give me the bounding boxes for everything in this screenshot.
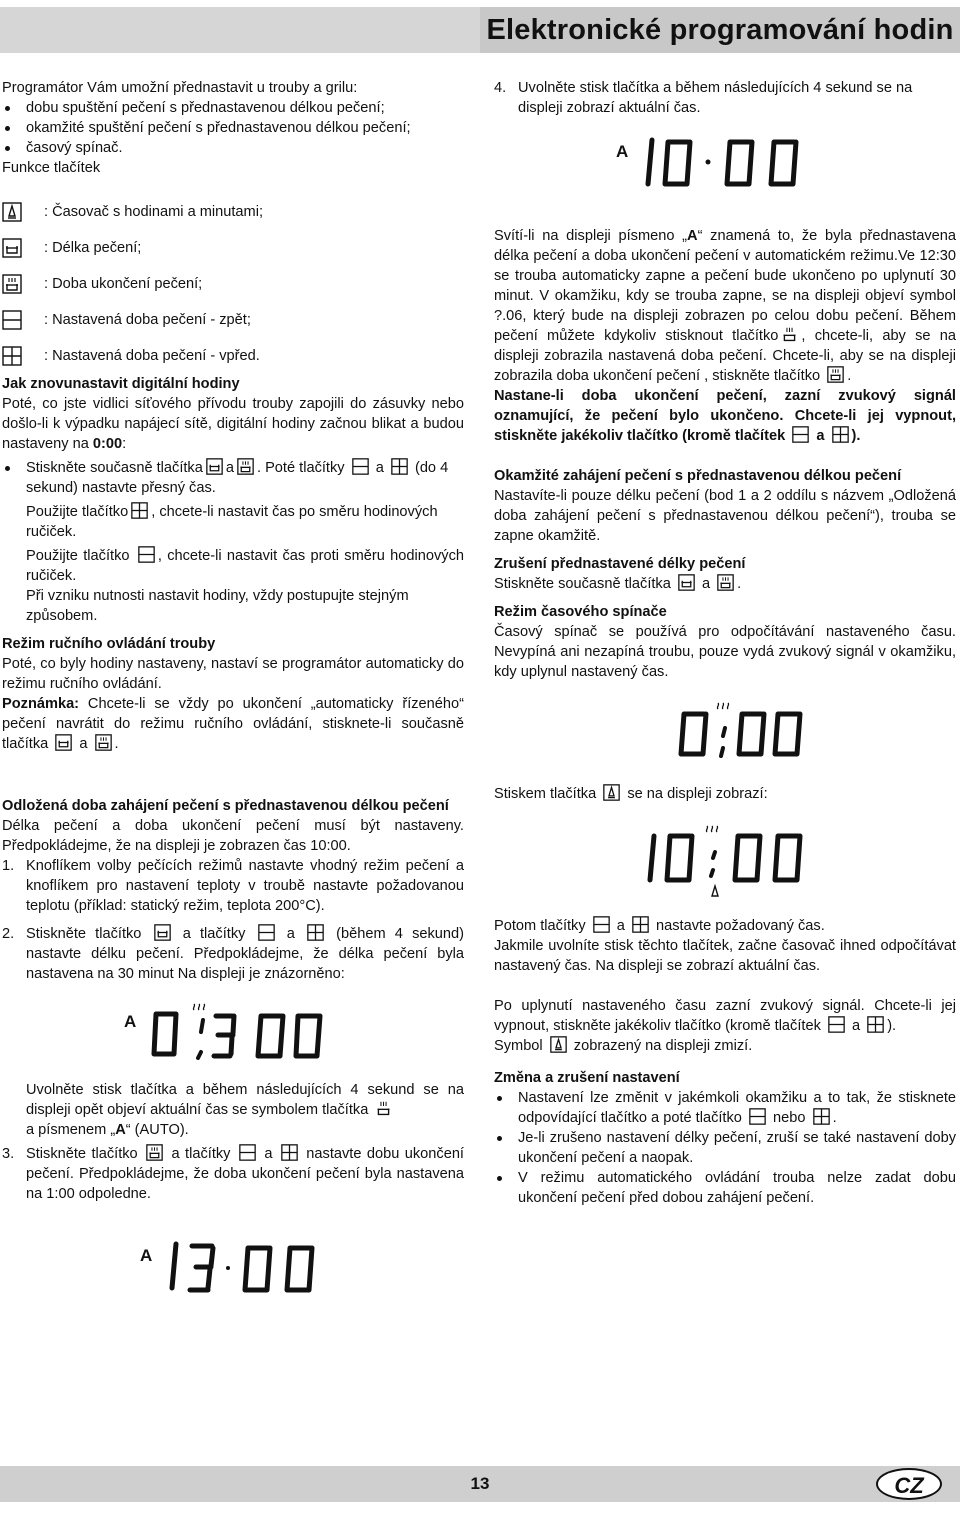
plus-icon — [832, 426, 849, 443]
instant-heading: Okamžité zahájení pečení s přednastavenou délkou pečení — [494, 468, 902, 484]
cancel-heading: Zrušení přednastavené délky pečení — [494, 556, 746, 572]
symbol-a: Symbol — [494, 1038, 543, 1054]
display-10-00-timer — [494, 824, 956, 900]
pot-steam-icon — [781, 326, 798, 343]
manual-text: Poté, co byly hodiny nastaveny, nastaví se programátor automaticky do režimu ručního ovládání. — [2, 656, 464, 692]
right-column — [494, 78, 956, 1208]
reset-item-text: Stiskněte současně tlačítka — [26, 460, 203, 476]
after-a: Po uplynutí nastaveného času zazní zvukový signál. Chcete-li jej vypnout, stiskněte jakékoliv tlačítko (kromě tlačítek — [494, 998, 956, 1034]
display-10-00-auto — [494, 130, 956, 190]
pot-icon — [55, 734, 72, 751]
display-13-00 — [2, 1234, 464, 1294]
minus-usage — [2, 546, 464, 586]
pot-steam-icon — [146, 1144, 163, 1161]
display-0-00 — [494, 700, 956, 760]
display-auto-letter: A — [140, 1246, 153, 1265]
display-digits — [642, 824, 812, 900]
display-auto-letter: A — [124, 1012, 137, 1031]
plus-icon — [632, 916, 649, 933]
list-item: okamžité spuštění pečení s přednastavenou délkou pečení; — [2, 118, 464, 138]
step-4 — [494, 78, 956, 118]
pot-icon — [206, 458, 223, 475]
auto-c: “ znamená to, že byla přednastavena délka pečení a doba ukončení pečení v automatickém režimu.Ve 12:30 se trouba automaticky zapne a pečení bude ukončeno po uplynutí 30 minut. V okamžiku, kdy se trouba zapne, se na displeji objeví symbol ?.06, který bude na displeji zobrazen po celou dobu pečení. Během pečení můžete kdykoliv stisknout tlačítko — [494, 228, 956, 344]
reset-value: 0:00 — [92, 436, 123, 452]
step-1-text: Knoflíkem volby pečících režimů nastavte vhodný režim pečení a knoflíkem pro nastavení teploty v troubě nastavte požadovanou teplotu (příklad: statický režim, teplota 200°C). — [26, 858, 464, 914]
left-column — [2, 78, 464, 1294]
reset-item-and: a — [375, 460, 384, 476]
release-1-letter: A — [115, 1122, 126, 1138]
plus-icon — [813, 1108, 830, 1125]
pot-steam-icon — [237, 458, 254, 475]
delayed-heading: Odložená doba zahájení pečení s přednastavenou délkou pečení — [2, 798, 449, 814]
key-row-pot-steam — [2, 266, 464, 302]
key-row-minus — [2, 302, 464, 338]
intro-text: Programátor Vám umožní přednastavit u trouby a grilu: — [2, 80, 358, 96]
key-row-pot — [2, 230, 464, 266]
list-item — [494, 1088, 956, 1128]
language-badge: CZ — [876, 1468, 942, 1500]
pot-steam-icon — [95, 734, 112, 751]
reset-item-text: . Poté tlačítky — [256, 460, 345, 476]
key-label: : Nastavená doba pečení - zpět; — [44, 312, 251, 328]
release-1 — [2, 1080, 464, 1140]
step-2 — [2, 924, 464, 984]
then-c: nastavte požadovaný čas. — [656, 918, 825, 934]
pot-steam-icon — [827, 366, 844, 383]
plus-icon — [867, 1016, 884, 1033]
end-bold: Nastane-li doba ukončení pečení, zazní zvukový signál oznamující, že pečení bylo ukončeno. Chcete-li jej vypnout, stiskněte jakékoliv tlačítko (kromě tlačítek — [494, 388, 956, 444]
display-digits — [162, 1236, 352, 1294]
plus-icon — [2, 346, 22, 366]
list-item: dobu spuštění pečení s přednastavenou délkou pečení; — [2, 98, 464, 118]
reset-heading: Jak znovunastavit digitální hodiny — [2, 376, 240, 392]
auto-a: Svítí-li na displeji písmeno „ — [494, 228, 688, 244]
minus-icon — [749, 1108, 766, 1125]
release-1-d: “ (AUTO). — [125, 1122, 189, 1138]
key-row-plus — [2, 338, 464, 374]
timer-heading: Režim časového spínače — [494, 604, 667, 620]
manual-heading: Režim ručního ovládání trouby — [2, 636, 216, 652]
bell-icon — [2, 202, 22, 222]
minus-icon — [828, 1016, 845, 1033]
key-label: : Nastavená doba pečení - vpřed. — [44, 348, 260, 364]
end-close: ). — [851, 428, 861, 444]
note-body: Chcete-li se vždy po ukončení „automaticky řízeného“ pečení navrátit do režimu ručního ovládání, stisknete-li současně tlačítka — [2, 696, 464, 752]
bell-icon — [550, 1036, 567, 1053]
step-1 — [2, 856, 464, 916]
list-item: V režimu automatického ovládání trouba nelze zadat dobu ukončení pečení před dobou zahájení pečení. — [494, 1168, 956, 1208]
auto-text — [494, 226, 956, 386]
symbol-b: zobrazený na displeji zmizí. — [573, 1038, 753, 1054]
press-b: se na displeji zobrazí: — [627, 786, 768, 802]
pot-steam-icon — [717, 574, 734, 591]
page-number: 13 — [470, 1474, 490, 1493]
end-text — [494, 386, 956, 446]
step-3-b: a tlačítky — [171, 1146, 231, 1162]
intro-list — [2, 98, 464, 158]
plus-usage-b: , chcete-li nastavit čas po směru hodinových ručiček. — [26, 504, 438, 540]
change-list — [494, 1088, 956, 1208]
pot-steam-icon — [2, 274, 22, 294]
instant-text: Nastavíte-li pouze délku pečení (bod 1 a 2 oddílu s názvem „Odložená doba zahájení pečení s přednastavenou délkou pečení“), trouba se zapne okamžitě. — [494, 488, 956, 544]
display-digits — [638, 132, 828, 190]
display-digits — [674, 702, 804, 760]
power-note: Při vzniku nutnosti nastavit hodiny, vždy postupujte stejným způsobem. — [26, 588, 409, 624]
auto-letter: A — [687, 228, 698, 244]
step-number: 4. — [494, 80, 507, 96]
plus-usage-a: Použijte tlačítko — [26, 504, 129, 520]
list-item: časový spínač. — [2, 138, 464, 158]
plus-icon — [391, 458, 408, 475]
pot-icon — [678, 574, 695, 591]
keys-heading: Funkce tlačítek — [2, 160, 101, 176]
change-1a: Nastavení lze změnit v jakémkoli okamžiku a to tak, že stisknete odpovídající tlačítko a poté tlačítko — [518, 1090, 956, 1126]
minus-icon — [258, 924, 275, 941]
end-and: a — [816, 428, 825, 444]
step-2-a: Stiskněte tlačítko — [26, 926, 142, 942]
bell-icon — [603, 784, 620, 801]
step-2-b: a tlačítky — [182, 926, 246, 942]
cancel-a: Stiskněte současně tlačítka — [494, 576, 671, 592]
display-digits — [146, 1002, 336, 1060]
cancel-c: . — [737, 576, 742, 592]
step-number: 2. — [2, 926, 15, 942]
press-text — [494, 784, 956, 804]
minus-usage-b: , chcete-li nastavit čas proti směru hodinových ručiček. — [26, 548, 464, 584]
after-and: a — [852, 1018, 861, 1034]
step-number: 3. — [2, 1146, 15, 1162]
auto-e: . — [847, 368, 852, 384]
display-auto-letter: A — [616, 142, 629, 161]
then-and: a — [616, 918, 625, 934]
page-title: Elektronické programování hodin — [480, 7, 960, 53]
after-c: ). — [887, 1018, 897, 1034]
step-number: 1. — [2, 858, 15, 874]
minus-icon — [2, 310, 22, 330]
release-1-a: Uvolněte stisk tlačítka a během následujících 4 sekund se na displeji opět objeví aktuální čas se symbolem tlačítka — [26, 1082, 464, 1118]
key-row-bell — [2, 194, 464, 230]
step-3-c: a — [264, 1146, 273, 1162]
timer-text: Časový spínač se používá pro odpočítávání nastaveného času. Nevypíná ani nezapíná troubu, pouze vydá zvukový signál v okamžiku, kdy uplynul nastavený čas. — [494, 624, 956, 680]
change-1c: . — [832, 1110, 837, 1126]
plus-usage — [2, 502, 464, 542]
step-3-d: nastavte dobu ukončení pečení. Předpokládejme, že doba ukončení pečení byla nastavena na 1:00 odpoledne. — [26, 1146, 464, 1202]
page-footer — [0, 1460, 960, 1508]
key-label: : Doba ukončení pečení; — [44, 276, 203, 292]
pot-steam-icon — [375, 1100, 392, 1117]
step-3-a: Stiskněte tlačítko — [26, 1146, 138, 1162]
display-0-30 — [2, 1000, 464, 1060]
plus-icon — [131, 502, 148, 519]
minus-icon — [239, 1144, 256, 1161]
step-2-c: a — [286, 926, 295, 942]
after-text — [494, 996, 956, 1036]
symbol-text — [494, 1036, 956, 1056]
pot-icon — [2, 238, 22, 258]
note-text: Poznámka: Chcete-li se vždy po ukončení „automaticky řízeného“ pečení navrátit do režimu ručního ovládání, stisknete-li současně tlačítka a . — [2, 696, 464, 752]
reset-item-and: a — [225, 460, 234, 476]
note-label: Poznámka: — [2, 696, 80, 712]
minus-icon — [792, 426, 809, 443]
reset-item-text: (do 4 sekund) nastavte přesný čas. — [26, 460, 449, 496]
auto-d: , chcete-li, aby se na displeji zobrazila nastavená doba pečení. Chcete-li, aby se na displeji zobrazila doba ukončení pečení , stiskněte tlačítko — [494, 328, 956, 384]
list-item: Je-li zrušeno nastavení délky pečení, zruší se také nastavení doby ukončení pečení a naopak. — [494, 1128, 956, 1168]
change-heading: Změna a zrušení nastavení — [494, 1070, 680, 1086]
minus-icon — [593, 916, 610, 933]
reset-list — [2, 458, 464, 498]
press-a: Stiskem tlačítka — [494, 786, 597, 802]
release-1-b: a písmenem „ — [26, 1122, 116, 1138]
change-1b: nebo — [773, 1110, 806, 1126]
step-4-text: Uvolněte stisk tlačítka a během následujících 4 sekund se na displeji zobrazí aktuální čas. — [518, 80, 913, 116]
delayed-text: Délka pečení a doba ukončení pečení musí být nastaveny. Předpokládejme, že na displeji je zobrazen čas 10:00. — [2, 818, 464, 854]
note-and: a — [79, 736, 88, 752]
minus-icon — [352, 458, 369, 475]
then-more: Jakmile uvolníte stisk těchto tlačítek, začne časovač ihned odpočítávat nastavený čas. Na displeji se zobrazí aktuální čas. — [494, 938, 956, 974]
plus-icon — [281, 1144, 298, 1161]
minus-usage-a: Použijte tlačítko — [26, 548, 130, 564]
cancel-and: a — [701, 576, 711, 592]
key-label: : Časovač s hodinami a minutami; — [44, 204, 263, 220]
then-text — [494, 916, 956, 936]
reset-text-body: Poté, co jste vidlici síťového přívodu trouby zapojili do zásuvky nebo došlo-li k výpadku napájecí sítě, digitální hodiny začnou blikat a budou nastaveny na — [2, 396, 464, 452]
then-a: Potom tlačítky — [494, 918, 586, 934]
plus-icon — [307, 924, 324, 941]
title-bar — [0, 0, 960, 62]
step-3 — [2, 1144, 464, 1204]
list-item — [2, 458, 464, 498]
cancel-text — [494, 574, 956, 594]
step-2-d: (během 4 sekund) nastavte délku pečení. Předpokládejme, že délka pečení byla nastavena na 30 minut Na displeji je znázorněno: — [26, 926, 464, 982]
reset-text: Poté, co jste vidlici síťového přívodu trouby zapojili do zásuvky nebo došlo-li k výpadku napájecí sítě, digitální hodiny začnou blikat a budou nastaveny na 0:00: — [2, 396, 464, 452]
pot-icon — [154, 924, 171, 941]
minus-icon — [138, 546, 155, 563]
key-label: : Délka pečení; — [44, 240, 142, 256]
